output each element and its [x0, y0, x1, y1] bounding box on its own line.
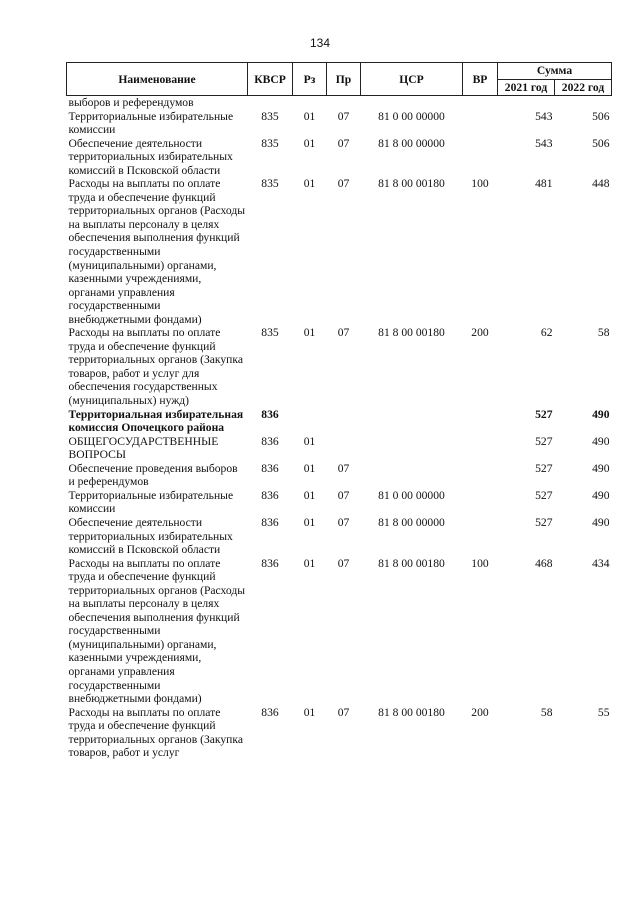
cell-vr [463, 96, 498, 110]
cell-vr: 200 [471, 326, 489, 340]
cell-2022: 434 [592, 556, 610, 570]
cell-rz: 01 [303, 326, 316, 340]
table-row [67, 326, 612, 407]
table-row [67, 110, 612, 137]
cell-kvsr: 836 [261, 488, 279, 502]
table-row [67, 408, 612, 435]
cell-2022: 448 [592, 177, 610, 191]
cell-vr [463, 110, 498, 137]
cell-vr [463, 462, 498, 489]
header-vr: ВР [463, 63, 498, 96]
cell-2021 [498, 96, 555, 110]
cell-kvsr: 835 [261, 177, 279, 191]
cell-vr [463, 137, 498, 178]
cell-kvsr: 835 [261, 136, 279, 150]
cell-kvsr: 836 [261, 705, 279, 719]
cell-pr: 07 [337, 515, 350, 529]
cell-name: Расходы на выплаты по оплате труда и обеспечение функций территориальных органов (Закупка товаров, работ и услуг для обеспечения государственных (муниципальных) нужд) [68, 326, 243, 408]
cell-name: Территориальные избирательные комиссии [68, 109, 234, 137]
table-row [67, 435, 612, 462]
cell-csr: 81 8 00 00180 [378, 177, 445, 191]
table-row [67, 462, 612, 489]
cell-name: ОБЩЕГОСУДАРСТВЕННЫЕ ВОПРОСЫ [68, 434, 219, 462]
cell-kvsr: 835 [261, 109, 279, 123]
cell-pr: 07 [337, 109, 350, 123]
cell-csr [361, 435, 463, 462]
cell-2022: 55 [597, 705, 610, 719]
budget-table [66, 62, 612, 760]
cell-pr: 07 [337, 556, 350, 570]
cell-2021: 527 [535, 461, 553, 475]
cell-kvsr [248, 96, 293, 110]
header-kvsr: КВСР [248, 63, 293, 96]
cell-vr: 100 [471, 556, 489, 570]
cell-name: Расходы на выплаты по оплате труда и обеспечение функций территориальных органов (Закупка товаров, работ и услуг [68, 705, 243, 760]
cell-2021: 527 [535, 515, 553, 529]
cell-csr: 81 8 00 00180 [378, 326, 445, 340]
cell-pr [327, 96, 361, 110]
page-number: 134 [309, 36, 331, 50]
cell-pr: 07 [337, 461, 350, 475]
table-row [67, 96, 612, 110]
cell-csr [361, 408, 463, 435]
cell-vr: 100 [471, 177, 489, 191]
cell-csr: 81 0 00 00000 [378, 488, 445, 502]
cell-2021: 527 [535, 407, 553, 421]
cell-rz: 01 [303, 461, 316, 475]
cell-kvsr: 836 [261, 515, 279, 529]
header-pr: Пр [327, 63, 361, 96]
cell-csr [361, 96, 463, 110]
table-header [67, 63, 612, 96]
cell-pr: 07 [337, 177, 350, 191]
table-row [67, 557, 612, 706]
cell-name: Расходы на выплаты по оплате труда и обеспечение функций территориальных органов (Расходы на выплаты персоналу в целях обеспечения выполнения функций государственными (муниципальными) органами, казенными учреждениями, органами управления государственными внебюджетными фондами) [68, 177, 246, 326]
cell-2022 [555, 96, 612, 110]
cell-pr [327, 408, 361, 435]
cell-2022: 490 [592, 488, 610, 502]
cell-2022: 490 [592, 515, 610, 529]
cell-name: Территориальные избирательные комиссии [68, 488, 234, 516]
cell-pr: 07 [337, 705, 350, 719]
cell-rz: 01 [303, 434, 316, 448]
cell-kvsr: 836 [261, 461, 279, 475]
cell-kvsr: 836 [261, 434, 279, 448]
table-row [67, 137, 612, 178]
cell-csr: 81 8 00 00180 [378, 556, 445, 570]
header-year-2022: 2022 год [555, 79, 612, 96]
header-year-2021: 2021 год [498, 79, 555, 96]
cell-rz: 01 [303, 488, 316, 502]
cell-pr: 07 [337, 136, 350, 150]
cell-name: Расходы на выплаты по оплате труда и обеспечение функций территориальных органов (Расходы на выплаты персоналу в целях обеспечения выполнения функций государственными (муниципальными) органами, казенными учреждениями, органами управления государственными внебюджетными фондами) [68, 556, 246, 706]
cell-rz [293, 96, 327, 110]
cell-csr [361, 462, 463, 489]
table-row [67, 489, 612, 516]
cell-name: выборов и референдумов [68, 96, 194, 109]
table-body [67, 96, 612, 760]
cell-rz: 01 [303, 515, 316, 529]
cell-rz: 01 [303, 109, 316, 123]
cell-2022: 490 [592, 461, 610, 475]
cell-name: Территориальная избирательная комиссия Опочецкого района [68, 407, 244, 435]
cell-2021: 481 [535, 177, 553, 191]
cell-2021: 543 [535, 136, 553, 150]
cell-kvsr: 836 [261, 407, 279, 421]
cell-2022: 58 [597, 326, 610, 340]
cell-vr: 200 [471, 705, 489, 719]
cell-pr: 07 [337, 488, 350, 502]
cell-2021: 527 [535, 434, 553, 448]
cell-name: Обеспечение деятельности территориальных избирательных комиссий в Псковской области [68, 515, 233, 557]
cell-kvsr: 835 [261, 326, 279, 340]
cell-2021: 62 [540, 326, 553, 340]
cell-rz: 01 [303, 705, 316, 719]
cell-csr: 81 8 00 00180 [378, 705, 445, 719]
cell-name: Обеспечение деятельности территориальных избирательных комиссий в Псковской области [68, 136, 233, 177]
cell-vr [463, 516, 498, 557]
cell-csr: 81 0 00 00000 [378, 109, 445, 123]
cell-rz: 01 [303, 556, 316, 570]
header-rz: Рз [293, 63, 327, 96]
cell-2022: 490 [592, 407, 610, 421]
table-row [67, 516, 612, 557]
cell-rz [293, 408, 327, 435]
cell-pr [327, 435, 361, 462]
cell-rz: 01 [303, 177, 316, 191]
cell-2021: 543 [535, 109, 553, 123]
table-row [67, 706, 612, 760]
table-row [67, 177, 612, 326]
header-name: Наименование [67, 63, 248, 96]
cell-vr [463, 408, 498, 435]
cell-csr: 81 8 00 00000 [378, 136, 445, 150]
cell-kvsr: 836 [261, 556, 279, 570]
cell-rz: 01 [303, 136, 316, 150]
cell-2021: 58 [540, 705, 553, 719]
cell-2021: 527 [535, 488, 553, 502]
cell-2021: 468 [535, 556, 553, 570]
cell-2022: 490 [592, 434, 610, 448]
cell-vr [463, 489, 498, 516]
cell-name: Обеспечение проведения выборов и референдумов [68, 461, 238, 489]
cell-csr: 81 8 00 00000 [378, 515, 445, 529]
header-csr: ЦСР [361, 63, 463, 96]
cell-2022: 506 [592, 136, 610, 150]
cell-2022: 506 [592, 109, 610, 123]
header-sum: Сумма [498, 63, 612, 80]
cell-pr: 07 [337, 326, 350, 340]
cell-vr [463, 435, 498, 462]
